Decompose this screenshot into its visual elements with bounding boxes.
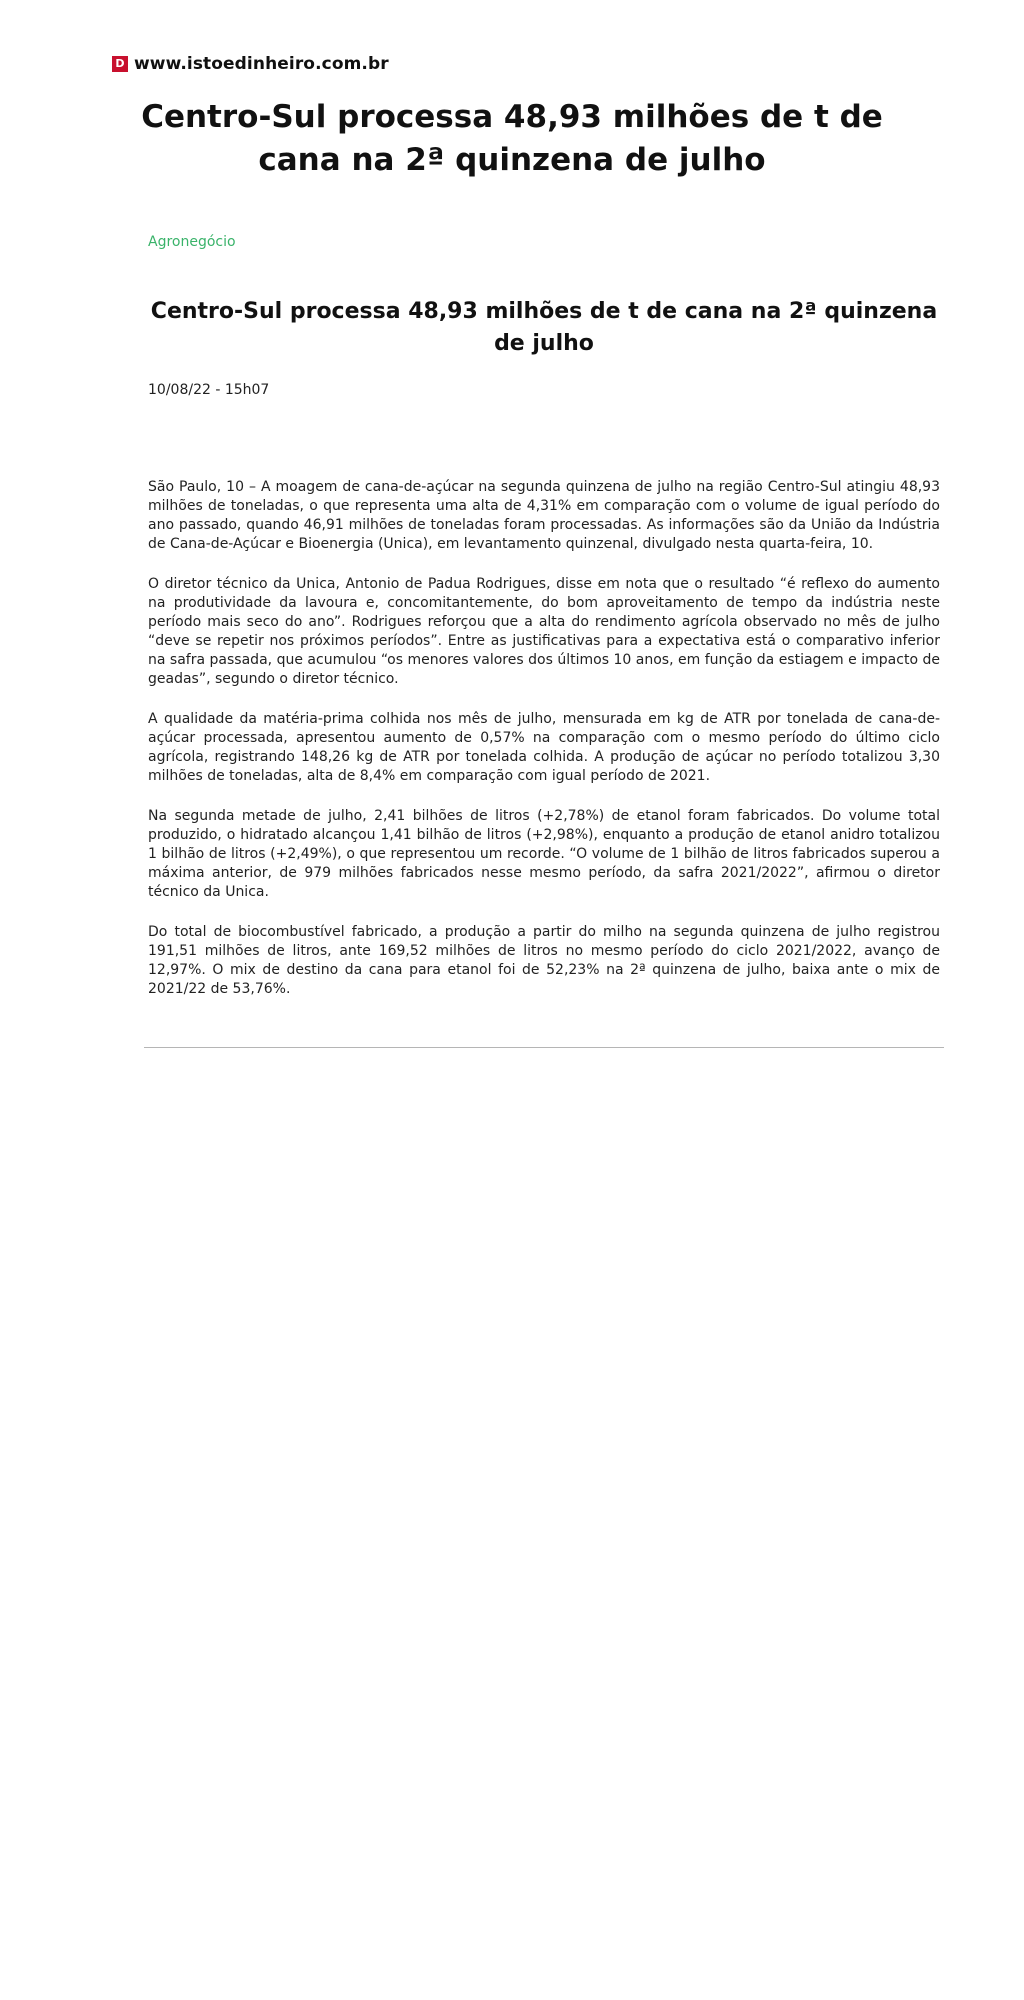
article-body: [148, 478, 940, 999]
article: [148, 232, 940, 1020]
article-paragraph: Na segunda metade de julho, 2,41 bilhões de litros (+2,78%) de etanol foram fabricados. Do volume total produzido, o hidratado alcançou 1,41 bilhão de litros (+2,98%), enquanto a produção de etanol anidro totalizou 1 bilhão de litros (+2,49%), o que representou um recorde. “O volume de 1 bilhão de litros fabricados superou a máxima anterior, de 979 milhões fabricados nesse mesmo período, da safra 2021/2022”, afirmou o diretor técnico da Unica.: [148, 808, 940, 900]
article-paragraph: A qualidade da matéria-prima colhida nos mês de julho, mensurada em kg de ATR por tonelada de cana-de-açúcar processada, apresentou aumento de 0,57% na comparação com o mesmo período do último ciclo agrícola, registrando 148,26 kg de ATR por tonelada colhida. A produção de açúcar no período totalizou 3,30 milhões de toneladas, alta de 8,4% em comparação com igual período de 2021.: [148, 711, 940, 784]
site-url[interactable]: www.istoedinheiro.com.br: [134, 54, 389, 74]
article-date: 10/08/22 - 15h07: [148, 382, 270, 398]
article-paragraph: São Paulo, 10 – A moagem de cana-de-açúcar na segunda quinzena de julho na região Centro-Sul atingiu 48,93 milhões de toneladas, o que representa uma alta de 4,31% em comparação com o volume de igual período do ano passado, quando 46,91 milhões de toneladas foram processadas. As informações são da União da Indústria de Cana-de-Açúcar e Bioenergia (Unica), em levantamento quinzenal, divulgado nesta quarta-feira, 10.: [148, 479, 940, 552]
article-paragraph: Do total de biocombustível fabricado, a produção a partir do milho na segunda quinzena de julho registrou 191,51 milhões de litros, ante 169,52 milhões de litros no mesmo período do ciclo 2021/2022, avanço de 12,97%. O mix de destino da cana para etanol foi de 52,23% na 2ª quinzena de julho, baixa ante o mix de 2021/22 de 53,76%.: [148, 924, 940, 997]
category-label[interactable]: Agronegócio: [148, 234, 236, 250]
article-title: Centro-Sul processa 48,93 milhões de t de cana na 2ª quinzena de julho: [150, 299, 938, 356]
site-header: [112, 54, 389, 74]
page-title: Centro-Sul processa 48,93 milhões de t de cana na 2ª quinzena de julho: [141, 99, 883, 178]
footer-divider: [144, 1047, 944, 1048]
article-paragraph: O diretor técnico da Unica, Antonio de Padua Rodrigues, disse em nota que o resultado “é reflexo do aumento na produtividade da lavoura e, concomitantemente, do bom aproveitamento de tempo da indústria neste período mais seco do ano”. Rodrigues reforçou que a alta do rendimento agrícola observado no mês de julho “deve se repetir nos próximos períodos”. Entre as justificativas para a expectativa está o comparativo inferior na safra passada, que acumulou “os menores valores dos últimos 10 anos, em função da estiagem e impacto de geadas”, segundo o diretor técnico.: [148, 576, 940, 687]
site-logo-icon: D: [112, 56, 128, 72]
